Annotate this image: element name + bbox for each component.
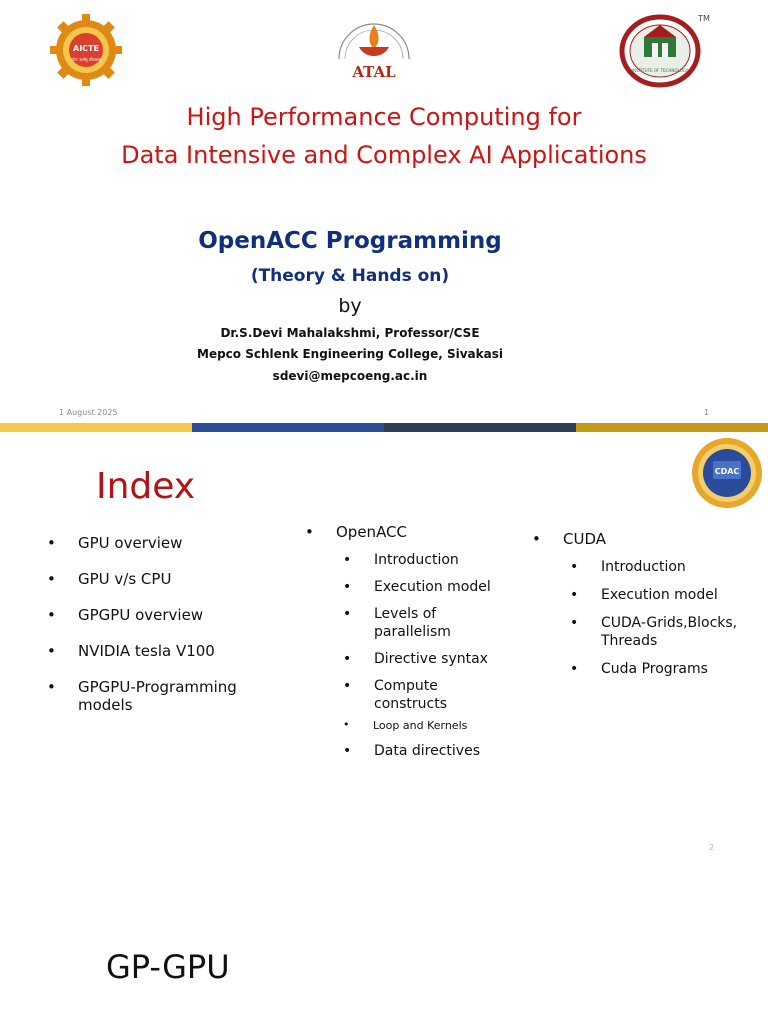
list-item: • Levels of parallelism <box>343 605 474 641</box>
list-item: • Introduction <box>343 551 515 569</box>
footer-band-yellow <box>0 423 192 432</box>
mepco-logo-year: 1979 <box>653 83 667 89</box>
subtitle-theory-handson: (Theory & Hands on) <box>250 266 450 286</box>
list-item-heading: • OpenACC <box>305 523 515 541</box>
list-item: • Cuda Programs <box>570 660 752 678</box>
list-item: • GPGPU-Programming models <box>47 678 256 714</box>
institution: Mepco Schlenk Engineering College, Sivakasi <box>197 347 503 361</box>
list-item: • CUDA-Grids,Blocks,Threads <box>570 614 741 650</box>
list-item: • GPGPU overview <box>47 606 277 624</box>
slide-title-line2: Data Intensive and Complex AI Applications <box>121 141 647 169</box>
list-item: • Data directives <box>343 742 515 760</box>
aicte-logo <box>46 13 126 87</box>
list-item: • Execution model <box>570 586 752 604</box>
list-item: • Compute constructs <box>343 677 474 713</box>
slide1-page-number: 1 <box>704 408 710 417</box>
index-title: Index <box>96 466 196 507</box>
footer-band-blue <box>192 423 384 432</box>
author-name: Dr.S.Devi Mahalakshmi, Professor/CSE <box>220 326 480 340</box>
mepco-logo-caption: INSTITUTE OF TECHNOLOGY <box>631 68 689 73</box>
subtitle: OpenACC Programming <box>198 228 502 254</box>
list-item-heading: • CUDA <box>532 530 752 548</box>
list-item: • GPU overview <box>47 534 277 552</box>
aicte-logo-subtext: योग: कर्मसु कौशलम् <box>71 57 101 62</box>
list-item: • GPU v/s CPU <box>47 570 277 588</box>
cdac-logo <box>690 437 764 509</box>
slide1-date: 1 August 2025 <box>59 408 118 417</box>
footer-band-gold <box>576 423 768 432</box>
slide-title-line1: High Performance Computing for <box>186 103 582 131</box>
mepco-tm-mark: TM <box>698 14 710 23</box>
slide2-page-number: 2 <box>709 843 715 852</box>
list-item: • NVIDIA tesla V100 <box>47 642 277 660</box>
cdac-logo-text: CDAC <box>714 467 740 476</box>
index-column-gpu <box>47 534 277 732</box>
list-subitem: • Loop and Kernels <box>343 718 515 734</box>
atal-logo <box>331 15 417 85</box>
index-column-cuda <box>532 530 752 678</box>
author-email: sdevi@mepcoeng.ac.in <box>272 369 428 383</box>
aicte-logo-text: AICTE <box>73 44 99 53</box>
slide3-title: GP-GPU <box>106 948 230 986</box>
list-item: • Execution model <box>343 578 515 596</box>
footer-band-slate <box>384 423 576 432</box>
atal-logo-text: ATAL <box>352 63 396 81</box>
list-item: • Directive syntax <box>343 650 515 668</box>
by-label: by <box>338 295 362 317</box>
list-item: • Introduction <box>570 558 752 576</box>
mepco-logo <box>614 11 714 95</box>
index-column-openacc <box>305 523 515 760</box>
